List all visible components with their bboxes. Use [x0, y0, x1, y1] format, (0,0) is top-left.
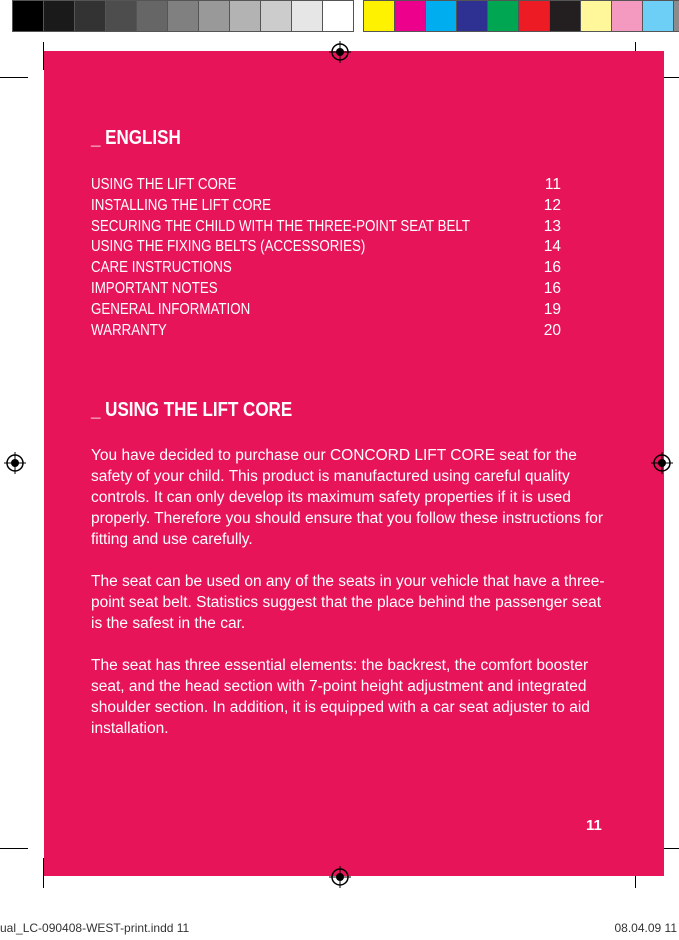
- color-swatch: [167, 0, 199, 32]
- color-swatch: [43, 0, 75, 32]
- registration-mark-icon: [4, 452, 26, 474]
- table-of-contents: [91, 175, 561, 341]
- registration-mark-icon: [329, 41, 351, 63]
- color-swatch: [456, 0, 488, 32]
- color-swatch: [394, 0, 426, 32]
- color-swatch: [260, 0, 292, 32]
- color-swatch: [291, 0, 323, 32]
- color-swatch: [198, 0, 230, 32]
- toc-entry-title: USING THE LIFT CORE: [91, 176, 237, 193]
- color-swatch: [229, 0, 261, 32]
- toc-entry: [91, 279, 561, 300]
- body-paragraph: The seat can be used on any of the seats in your vehicle that have a three-point seat belt. Statistics suggest that the place behind the passenger seat is the safest in the car.: [91, 573, 605, 632]
- color-swatch: [363, 0, 395, 32]
- color-swatch: [12, 0, 44, 32]
- color-swatch: [549, 0, 581, 32]
- toc-entry: [91, 196, 561, 217]
- body-paragraph: You have decided to purchase our CONCORD LIFT CORE seat for the safety of your child. This product is manufactured using careful quality controls. It can only develop its maximum safety properties if it is used properly. Therefore you should ensure that you follow these instructions for fitting and use carefully.: [91, 447, 604, 548]
- toc-entry-page: 14: [543, 238, 561, 256]
- registration-mark-icon: [651, 452, 673, 474]
- toc-entry-title: WARRANTY: [91, 321, 167, 339]
- toc-entry-title: USING THE FIXING BELTS (ACCESSORIES): [91, 238, 366, 256]
- toc-entry-page: 19: [543, 300, 561, 318]
- color-swatch: [425, 0, 457, 32]
- section-body: [91, 445, 611, 760]
- toc-entry-page: 16: [543, 259, 561, 277]
- print-slug-filename: ual_LC-090408-WEST-print.indd 11: [0, 921, 190, 935]
- toc-entry-title: SECURING THE CHILD WITH THE THREE-POINT SEAT BELT: [91, 217, 470, 235]
- color-swatch: [642, 0, 674, 32]
- section-heading-using-lift-core: _ USING THE LIFT CORE: [91, 399, 293, 421]
- toc-entry: [91, 217, 561, 238]
- color-swatch: [322, 0, 354, 32]
- toc-entry-title: INSTALLING THE LIFT CORE: [91, 196, 271, 214]
- registration-mark-icon: [329, 866, 351, 888]
- toc-entry: [91, 321, 561, 342]
- crop-mark: [0, 848, 28, 849]
- color-swatch: [611, 0, 643, 32]
- color-swatch: [518, 0, 550, 32]
- crop-mark: [0, 77, 28, 78]
- toc-entry-page: 12: [543, 196, 561, 214]
- toc-entry-title: GENERAL INFORMATION: [91, 300, 251, 318]
- section-heading-english: _ ENGLISH: [91, 127, 181, 149]
- color-swatch: [105, 0, 137, 32]
- color-swatch: [353, 0, 363, 32]
- toc-entry: [91, 237, 561, 258]
- color-swatch: [487, 0, 519, 32]
- toc-entry: [91, 258, 561, 279]
- page-number: 11: [586, 817, 602, 834]
- color-swatch: [136, 0, 168, 32]
- toc-entry: [91, 300, 561, 321]
- toc-entry-page: 20: [543, 321, 561, 339]
- toc-entry-page: 11: [544, 176, 561, 193]
- print-slug-date: 08.04.09 11: [614, 921, 677, 935]
- color-swatch: [580, 0, 612, 32]
- color-calibration-bar: [12, 0, 679, 32]
- body-paragraph: The seat has three essential elements: the backrest, the comfort booster seat, and the head section with 7-point height adjustment and integrated shoulder section. In addition, it is equipped with a car seat adjuster to aid installation.: [91, 657, 590, 737]
- manual-page: [44, 51, 664, 876]
- color-swatch: [673, 0, 679, 32]
- toc-entry-title: IMPORTANT NOTES: [91, 279, 218, 297]
- color-swatch: [74, 0, 106, 32]
- toc-entry-title: CARE INSTRUCTIONS: [91, 259, 232, 277]
- toc-entry: [91, 175, 561, 196]
- toc-entry-page: 16: [543, 279, 561, 297]
- toc-entry-page: 13: [543, 217, 561, 235]
